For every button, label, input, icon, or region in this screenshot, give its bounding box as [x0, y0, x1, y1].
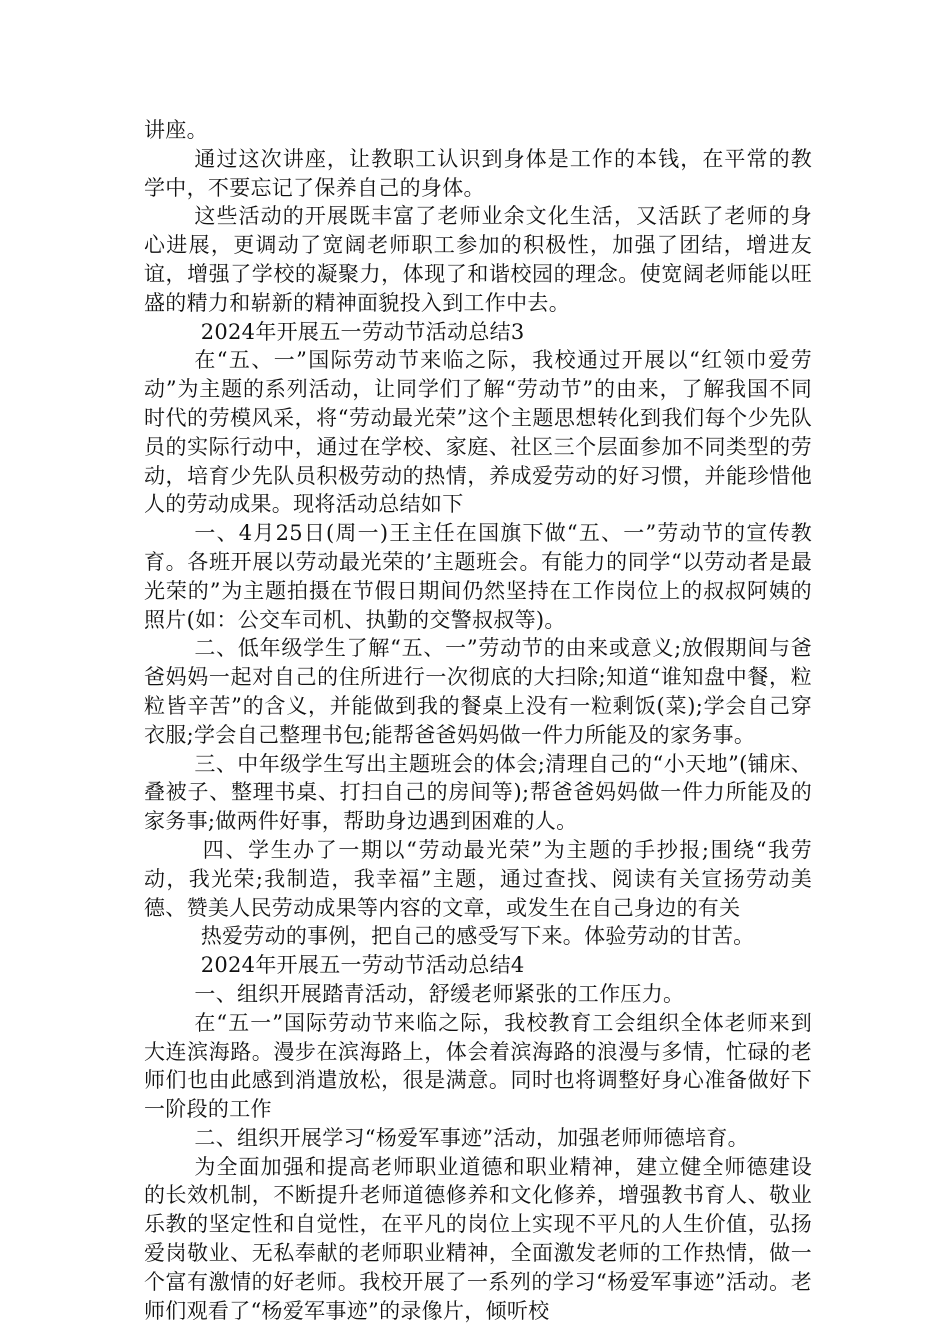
- paragraph-item-one: 一、4月25日(周一)王主任在国旗下做“五、一”劳动节的宣传教育。各班开展以劳动最光荣的’主题班会。有能力的同学“以劳动者是最光荣的”为主题拍摄在节假日期间仍然坚持在工作岗位上的叔叔阿姨的照片(如：公交车司机、执勤的交警叔叔等)。: [144, 521, 812, 632]
- paragraph-item-four-continued: 热爱劳动的事例，把自己的感受写下来。体验劳动的甘苦。: [200, 924, 755, 949]
- paragraph-lecture-summary: 通过这次讲座，让教职工认识到身体是工作的本钱，在平常的教学中，不要忘记了保养自己的身体。: [144, 146, 812, 200]
- paragraph-spring-outing: 在“五一”国际劳动节来临之际，我校教育工会组织全体老师来到大连滨海路。漫步在滨海路上，体会着滨海路的浪漫与多情，忙碌的老师们也由此感到消遣放松，很是满意。同时也将调整好身心准备做好下一阶段的工作: [144, 1010, 812, 1122]
- paragraph-spring-outing-heading: 一、组织开展踏青活动，舒缓老师紧张的工作压力。: [194, 981, 685, 1006]
- paragraph-item-three: 三、中年级学生写出主题班会的体会;清理自己的“小天地”(铺床、叠被子、整理书桌、打扫自己的房间等);帮爸爸妈妈做一件力所能及的家务事;做两件好事，帮助身边遇到困难的人。: [144, 751, 812, 834]
- section-heading-summary-3: 2024年开展五一劳动节活动总结3: [200, 319, 525, 344]
- paragraph-study-activity: 为全面加强和提高老师职业道德和职业精神，建立健全师德建设的长效机制，不断提升老师道德修养和文化修养，增强教书育人、敬业乐教的坚定性和自觉性，在平凡的岗位上实现不平凡的人生价值，弘扬爱岗敬业、无私奉献的老师职业精神，全面激发老师的工作热情，做一个富有激情的好老师。我校开展了一系列的学习“杨爱军事迹”活动。老师们观看了“杨爱军事迹”的录像片，倾听校: [144, 1154, 812, 1323]
- paragraph-study-activity-heading: 二、组织开展学习“杨爱军事迹”活动，加强老师师德培育。: [194, 1125, 749, 1150]
- paragraph-item-four: 四、学生办了一期以“劳动最光荣”为主题的手抄报;围绕“我劳动，我光荣;我制造，我幸福”主题，通过查找、阅读有关宣扬劳动美德、赞美人民劳动成果等内容的文章，或发生在自己身边的有关: [144, 837, 812, 920]
- section-heading-summary-4: 2024年开展五一劳动节活动总结4: [200, 953, 525, 978]
- paragraph-activities-effect: 这些活动的开展既丰富了老师业余文化生活，又活跃了老师的身心进展，更调动了宽阔老师职工参加的积极性，加强了团结，增进友谊，增强了学校的凝聚力，体现了和谐校园的理念。使宽阔老师能以旺盛的精力和崭新的精神面貌投入到工作中去。: [144, 204, 812, 315]
- paragraph-labor-day-intro: 在“五、一”国际劳动节来临之际，我校通过开展以“红领巾爱劳动”为主题的系列活动，让同学们了解“劳动节”的由来，了解我国不同时代的劳模风采，将“劳动最光荣”这个主题思想转化到我们每个少先队员的实际行动中，通过在学校、家庭、社区三个层面参加不同类型的劳动，培育少先队员积极劳动的热情，养成爱劳动的好习惯，并能珍惜他人的劳动成果。现将活动总结如下: [144, 348, 812, 517]
- paragraph-item-two: 二、低年级学生了解“五、一”劳动节的由来或意义;放假期间与爸爸妈妈一起对自己的住所进行一次彻底的大扫除;知道“谁知盘中餐，粒粒皆辛苦”的含义，并能做到我的餐桌上没有一粒剩饭(菜);学会自己穿衣服;学会自己整理书包;能帮爸爸妈妈做一件力所能及的家务事。: [144, 636, 812, 747]
- document-page: [144, 116, 812, 1325]
- paragraph-lecture-end: 讲座。: [144, 118, 208, 142]
